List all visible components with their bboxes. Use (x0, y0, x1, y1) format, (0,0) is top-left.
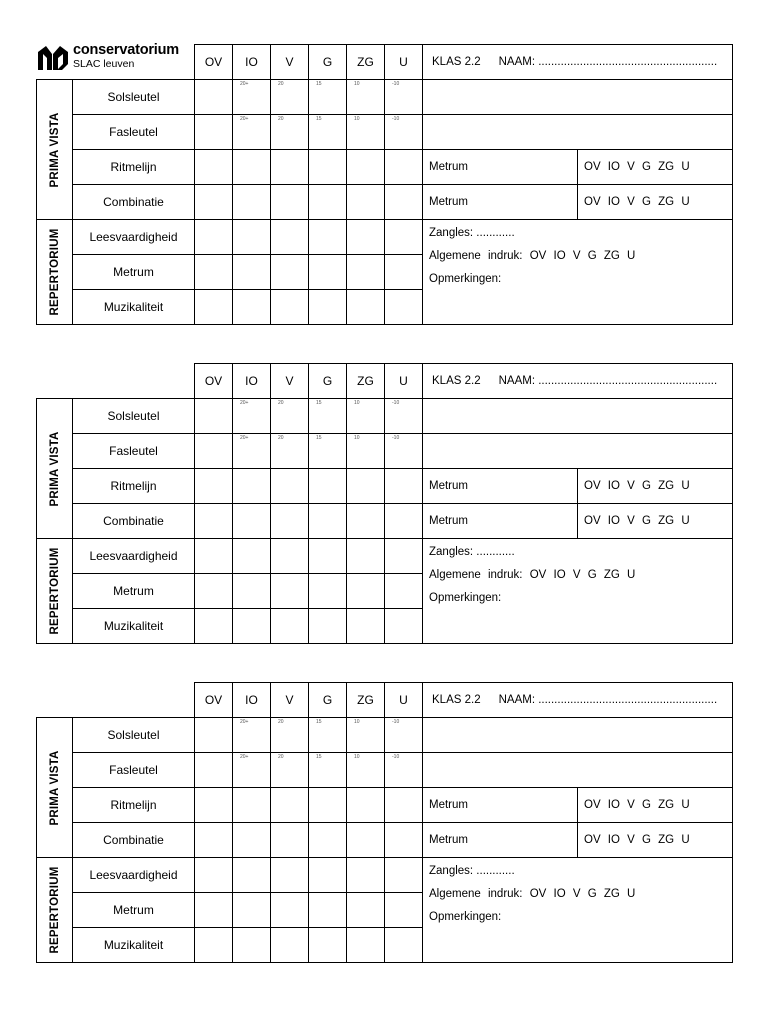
row-label-ritmelijn: Ritmelijn (73, 469, 195, 504)
score-cell[interactable] (385, 539, 423, 574)
column-header-zg: ZG (347, 683, 385, 718)
score-hint: 20 (278, 435, 284, 441)
score-cell[interactable] (233, 469, 271, 504)
opmerkingen-line: Opmerkingen: (429, 592, 502, 604)
score-hint: 10 (354, 435, 360, 441)
column-header-zg: ZG (347, 45, 385, 80)
score-cell[interactable] (347, 788, 385, 823)
score-cell[interactable] (385, 753, 423, 788)
row-label-fasleutel: Fasleutel (73, 753, 195, 788)
score-cell[interactable] (195, 220, 233, 255)
score-cell[interactable] (309, 115, 347, 150)
score-hint: 15 (316, 116, 322, 122)
column-header-v: V (271, 683, 309, 718)
score-cell[interactable] (195, 399, 233, 434)
category-label: PRIMA VISTA (48, 430, 61, 507)
score-cell[interactable] (233, 255, 271, 290)
score-cell[interactable] (271, 150, 309, 185)
row-label-combinatie: Combinatie (73, 185, 195, 220)
score-hint: 15 (316, 81, 322, 87)
notes-cell[interactable] (423, 220, 733, 325)
metrum-scale[interactable]: OV IO V G ZG U (578, 150, 733, 185)
row-label-ritmelijn: Ritmelijn (73, 150, 195, 185)
score-hint: 10 (354, 400, 360, 406)
table-row-fasleutel (37, 115, 733, 150)
row-label-leesvaardigheid: Leesvaardigheid (73, 858, 195, 893)
row-label-combinatie: Combinatie (73, 823, 195, 858)
row-label-ritmelijn: Ritmelijn (73, 788, 195, 823)
score-cell[interactable] (271, 609, 309, 644)
score-cell[interactable] (385, 858, 423, 893)
score-cell[interactable] (347, 539, 385, 574)
score-cell[interactable] (385, 80, 423, 115)
score-cell[interactable] (385, 609, 423, 644)
score-cell[interactable] (271, 788, 309, 823)
score-hint: 20+ (240, 435, 249, 441)
score-cell[interactable] (385, 399, 423, 434)
score-cell[interactable] (385, 150, 423, 185)
score-cell[interactable] (195, 115, 233, 150)
brand-subtitle: SLAC leuven (73, 58, 135, 70)
metrum-label: Metrum (423, 185, 578, 220)
score-cell[interactable] (385, 574, 423, 609)
category-prima-vista (37, 718, 73, 858)
score-cell[interactable] (347, 504, 385, 539)
score-cell[interactable] (271, 858, 309, 893)
score-hint: 20 (278, 116, 284, 122)
score-cell[interactable] (347, 893, 385, 928)
naam-field: NAAM: ........................................................ (498, 56, 718, 68)
score-hint: -10 (392, 435, 400, 441)
score-hint: 20+ (240, 719, 249, 725)
score-hint: 10 (354, 81, 360, 87)
category-label: PRIMA VISTA (48, 111, 61, 188)
score-hint: 20+ (240, 116, 249, 122)
category-repertorium (37, 220, 73, 325)
score-cell[interactable] (271, 434, 309, 469)
score-cell[interactable] (233, 80, 271, 115)
score-hint: 15 (316, 754, 322, 760)
score-cell[interactable] (271, 539, 309, 574)
notes-cell[interactable] (423, 539, 733, 644)
score-cell[interactable] (309, 858, 347, 893)
score-cell[interactable] (195, 290, 233, 325)
column-header-v: V (271, 45, 309, 80)
column-header-zg: ZG (347, 364, 385, 399)
student-info-field[interactable] (423, 364, 733, 399)
score-cell[interactable] (233, 858, 271, 893)
row-label-solsleutel: Solsleutel (73, 80, 195, 115)
score-hint: 15 (316, 719, 322, 725)
score-cell[interactable] (233, 823, 271, 858)
header-row (37, 45, 733, 80)
score-hint: 20 (278, 754, 284, 760)
score-cell[interactable] (195, 255, 233, 290)
column-header-u: U (385, 364, 423, 399)
score-cell[interactable] (233, 185, 271, 220)
score-cell[interactable] (347, 574, 385, 609)
score-cell[interactable] (233, 928, 271, 963)
remarks-cell[interactable] (423, 80, 733, 115)
category-label: PRIMA VISTA (48, 749, 61, 826)
score-cell[interactable] (195, 823, 233, 858)
naam-field: NAAM: ........................................................ (498, 375, 718, 387)
score-cell[interactable] (195, 574, 233, 609)
score-cell[interactable] (309, 220, 347, 255)
score-cell[interactable] (233, 718, 271, 753)
score-cell[interactable] (271, 504, 309, 539)
score-cell[interactable] (385, 718, 423, 753)
metrum-scale[interactable]: OV IO V G ZG U (578, 469, 733, 504)
score-cell[interactable] (347, 290, 385, 325)
evaluation-table (36, 682, 733, 963)
zangles-line: Zangles: ............ (429, 865, 515, 877)
table-row-leesvaardigheid (37, 220, 733, 255)
score-hint: -10 (392, 754, 400, 760)
metrum-label: Metrum (423, 788, 578, 823)
table-row-fasleutel (37, 434, 733, 469)
opmerkingen-line: Opmerkingen: (429, 273, 502, 285)
evaluation-table (36, 44, 733, 325)
score-cell[interactable] (195, 150, 233, 185)
table-row-solsleutel (37, 718, 733, 753)
score-hint: 20 (278, 719, 284, 725)
row-label-leesvaardigheid: Leesvaardigheid (73, 220, 195, 255)
score-cell[interactable] (195, 185, 233, 220)
table-row-combinatie (37, 504, 733, 539)
student-info-field[interactable] (423, 683, 733, 718)
score-cell[interactable] (347, 115, 385, 150)
evaluation-form-1 (36, 44, 732, 325)
student-info-field[interactable] (423, 45, 733, 80)
evaluation-table (36, 363, 733, 644)
score-cell[interactable] (309, 539, 347, 574)
column-header-ov: OV (195, 683, 233, 718)
column-header-io: IO (233, 364, 271, 399)
evaluation-form-2 (36, 363, 732, 644)
score-cell[interactable] (385, 185, 423, 220)
metrum-label: Metrum (423, 504, 578, 539)
score-cell[interactable] (347, 718, 385, 753)
row-label-metrum: Metrum (73, 255, 195, 290)
table-row-fasleutel (37, 753, 733, 788)
score-hint: 10 (354, 754, 360, 760)
score-hint: 15 (316, 400, 322, 406)
score-cell[interactable] (309, 823, 347, 858)
score-cell[interactable] (233, 150, 271, 185)
score-cell[interactable] (195, 718, 233, 753)
column-header-io: IO (233, 683, 271, 718)
score-cell[interactable] (309, 290, 347, 325)
score-hint: 20 (278, 400, 284, 406)
score-cell[interactable] (271, 255, 309, 290)
score-hint: 20+ (240, 81, 249, 87)
remarks-cell[interactable] (423, 718, 733, 753)
table-row-solsleutel (37, 399, 733, 434)
opmerkingen-line: Opmerkingen: (429, 911, 502, 923)
remarks-cell[interactable] (423, 753, 733, 788)
score-cell[interactable] (271, 185, 309, 220)
score-hint: 10 (354, 719, 360, 725)
category-repertorium (37, 858, 73, 963)
column-header-io: IO (233, 45, 271, 80)
score-cell[interactable] (195, 469, 233, 504)
score-cell[interactable] (347, 928, 385, 963)
score-cell[interactable] (271, 290, 309, 325)
score-cell[interactable] (271, 115, 309, 150)
score-cell[interactable] (347, 469, 385, 504)
row-label-fasleutel: Fasleutel (73, 434, 195, 469)
score-cell[interactable] (271, 469, 309, 504)
score-cell[interactable] (309, 150, 347, 185)
column-header-g: G (309, 683, 347, 718)
column-header-g: G (309, 45, 347, 80)
row-label-combinatie: Combinatie (73, 504, 195, 539)
table-row-ritmelijn (37, 150, 733, 185)
header-row (37, 364, 733, 399)
score-cell[interactable] (271, 928, 309, 963)
score-cell[interactable] (233, 893, 271, 928)
score-cell[interactable] (233, 788, 271, 823)
score-cell[interactable] (347, 185, 385, 220)
score-cell[interactable] (233, 115, 271, 150)
score-hint: 20+ (240, 754, 249, 760)
remarks-cell[interactable] (423, 399, 733, 434)
score-cell[interactable] (195, 80, 233, 115)
table-row-combinatie (37, 185, 733, 220)
metrum-scale[interactable]: OV IO V G ZG U (578, 504, 733, 539)
category-label: REPERTORIUM (48, 547, 61, 635)
score-cell[interactable] (233, 539, 271, 574)
score-hint: 15 (316, 435, 322, 441)
algemene-indruk-line: Algemene indruk: OV IO V G ZG U (429, 250, 636, 262)
score-cell[interactable] (385, 434, 423, 469)
column-header-g: G (309, 364, 347, 399)
metrum-scale[interactable]: OV IO V G ZG U (578, 788, 733, 823)
row-label-muzikaliteit: Muzikaliteit (73, 609, 195, 644)
score-cell[interactable] (195, 504, 233, 539)
zangles-line: Zangles: ............ (429, 227, 515, 239)
column-header-ov: OV (195, 45, 233, 80)
score-cell[interactable] (233, 290, 271, 325)
score-cell[interactable] (309, 718, 347, 753)
score-cell[interactable] (309, 574, 347, 609)
score-cell[interactable] (309, 80, 347, 115)
score-hint: 20+ (240, 400, 249, 406)
score-cell[interactable] (385, 469, 423, 504)
score-cell[interactable] (309, 788, 347, 823)
metrum-label: Metrum (423, 823, 578, 858)
table-row-combinatie (37, 823, 733, 858)
table-row-solsleutel (37, 80, 733, 115)
row-label-muzikaliteit: Muzikaliteit (73, 290, 195, 325)
klas-label: KLAS 2.2 (432, 56, 481, 68)
score-hint: -10 (392, 116, 400, 122)
category-label: REPERTORIUM (48, 866, 61, 954)
score-cell[interactable] (195, 788, 233, 823)
row-label-metrum: Metrum (73, 574, 195, 609)
score-hint: -10 (392, 719, 400, 725)
score-cell[interactable] (233, 753, 271, 788)
remarks-cell[interactable] (423, 115, 733, 150)
score-cell[interactable] (309, 928, 347, 963)
metrum-label: Metrum (423, 150, 578, 185)
score-cell[interactable] (385, 255, 423, 290)
score-cell[interactable] (271, 823, 309, 858)
score-cell[interactable] (385, 893, 423, 928)
score-cell[interactable] (233, 434, 271, 469)
score-cell[interactable] (233, 609, 271, 644)
score-cell[interactable] (385, 823, 423, 858)
score-cell[interactable] (309, 753, 347, 788)
score-cell[interactable] (309, 504, 347, 539)
score-cell[interactable] (347, 753, 385, 788)
header-row (37, 683, 733, 718)
score-cell[interactable] (233, 574, 271, 609)
row-label-solsleutel: Solsleutel (73, 718, 195, 753)
score-cell[interactable] (385, 290, 423, 325)
score-cell[interactable] (347, 823, 385, 858)
score-cell[interactable] (233, 220, 271, 255)
row-label-metrum: Metrum (73, 893, 195, 928)
table-row-ritmelijn (37, 469, 733, 504)
score-cell[interactable] (385, 220, 423, 255)
score-cell[interactable] (271, 718, 309, 753)
klas-label: KLAS 2.2 (432, 375, 481, 387)
table-row-leesvaardigheid (37, 858, 733, 893)
metrum-scale[interactable]: OV IO V G ZG U (578, 185, 733, 220)
score-cell[interactable] (385, 115, 423, 150)
score-cell[interactable] (309, 469, 347, 504)
score-cell[interactable] (347, 150, 385, 185)
score-cell[interactable] (271, 753, 309, 788)
metrum-scale[interactable]: OV IO V G ZG U (578, 823, 733, 858)
category-prima-vista (37, 80, 73, 220)
remarks-cell[interactable] (423, 434, 733, 469)
score-cell[interactable] (309, 185, 347, 220)
score-cell[interactable] (347, 399, 385, 434)
row-label-muzikaliteit: Muzikaliteit (73, 928, 195, 963)
score-cell[interactable] (309, 609, 347, 644)
score-cell[interactable] (271, 399, 309, 434)
table-row-leesvaardigheid (37, 539, 733, 574)
column-header-ov: OV (195, 364, 233, 399)
score-cell[interactable] (195, 753, 233, 788)
naam-field: NAAM: ........................................................ (498, 694, 718, 706)
score-cell[interactable] (195, 928, 233, 963)
column-header-u: U (385, 45, 423, 80)
logo-area (37, 683, 195, 718)
brand-name: conservatorium (73, 42, 179, 58)
score-cell[interactable] (347, 80, 385, 115)
algemene-indruk-line: Algemene indruk: OV IO V G ZG U (429, 888, 636, 900)
row-label-solsleutel: Solsleutel (73, 399, 195, 434)
zangles-line: Zangles: ............ (429, 546, 515, 558)
score-hint: 10 (354, 116, 360, 122)
score-hint: -10 (392, 81, 400, 87)
klas-label: KLAS 2.2 (432, 694, 481, 706)
algemene-indruk-line: Algemene indruk: OV IO V G ZG U (429, 569, 636, 581)
score-cell[interactable] (309, 893, 347, 928)
row-label-fasleutel: Fasleutel (73, 115, 195, 150)
score-cell[interactable] (385, 788, 423, 823)
score-cell[interactable] (309, 434, 347, 469)
score-hint: 20 (278, 81, 284, 87)
score-cell[interactable] (233, 504, 271, 539)
evaluation-form-3 (36, 682, 732, 963)
score-cell[interactable] (309, 255, 347, 290)
score-cell[interactable] (347, 858, 385, 893)
score-cell[interactable] (195, 434, 233, 469)
score-cell[interactable] (385, 504, 423, 539)
score-cell[interactable] (271, 893, 309, 928)
table-row-ritmelijn (37, 788, 733, 823)
score-cell[interactable] (271, 574, 309, 609)
score-cell[interactable] (195, 539, 233, 574)
metrum-label: Metrum (423, 469, 578, 504)
logo-area (37, 45, 195, 80)
category-repertorium (37, 539, 73, 644)
column-header-u: U (385, 683, 423, 718)
score-cell[interactable] (347, 434, 385, 469)
score-cell[interactable] (347, 609, 385, 644)
score-cell[interactable] (271, 80, 309, 115)
score-cell[interactable] (309, 399, 347, 434)
score-cell[interactable] (195, 858, 233, 893)
logo-area (37, 364, 195, 399)
score-cell[interactable] (195, 893, 233, 928)
score-cell[interactable] (347, 220, 385, 255)
notes-cell[interactable] (423, 858, 733, 963)
score-cell[interactable] (385, 928, 423, 963)
category-prima-vista (37, 399, 73, 539)
category-label: REPERTORIUM (48, 228, 61, 316)
score-cell[interactable] (233, 399, 271, 434)
column-header-v: V (271, 364, 309, 399)
score-cell[interactable] (347, 255, 385, 290)
score-cell[interactable] (271, 220, 309, 255)
score-hint: -10 (392, 400, 400, 406)
score-cell[interactable] (195, 609, 233, 644)
row-label-leesvaardigheid: Leesvaardigheid (73, 539, 195, 574)
